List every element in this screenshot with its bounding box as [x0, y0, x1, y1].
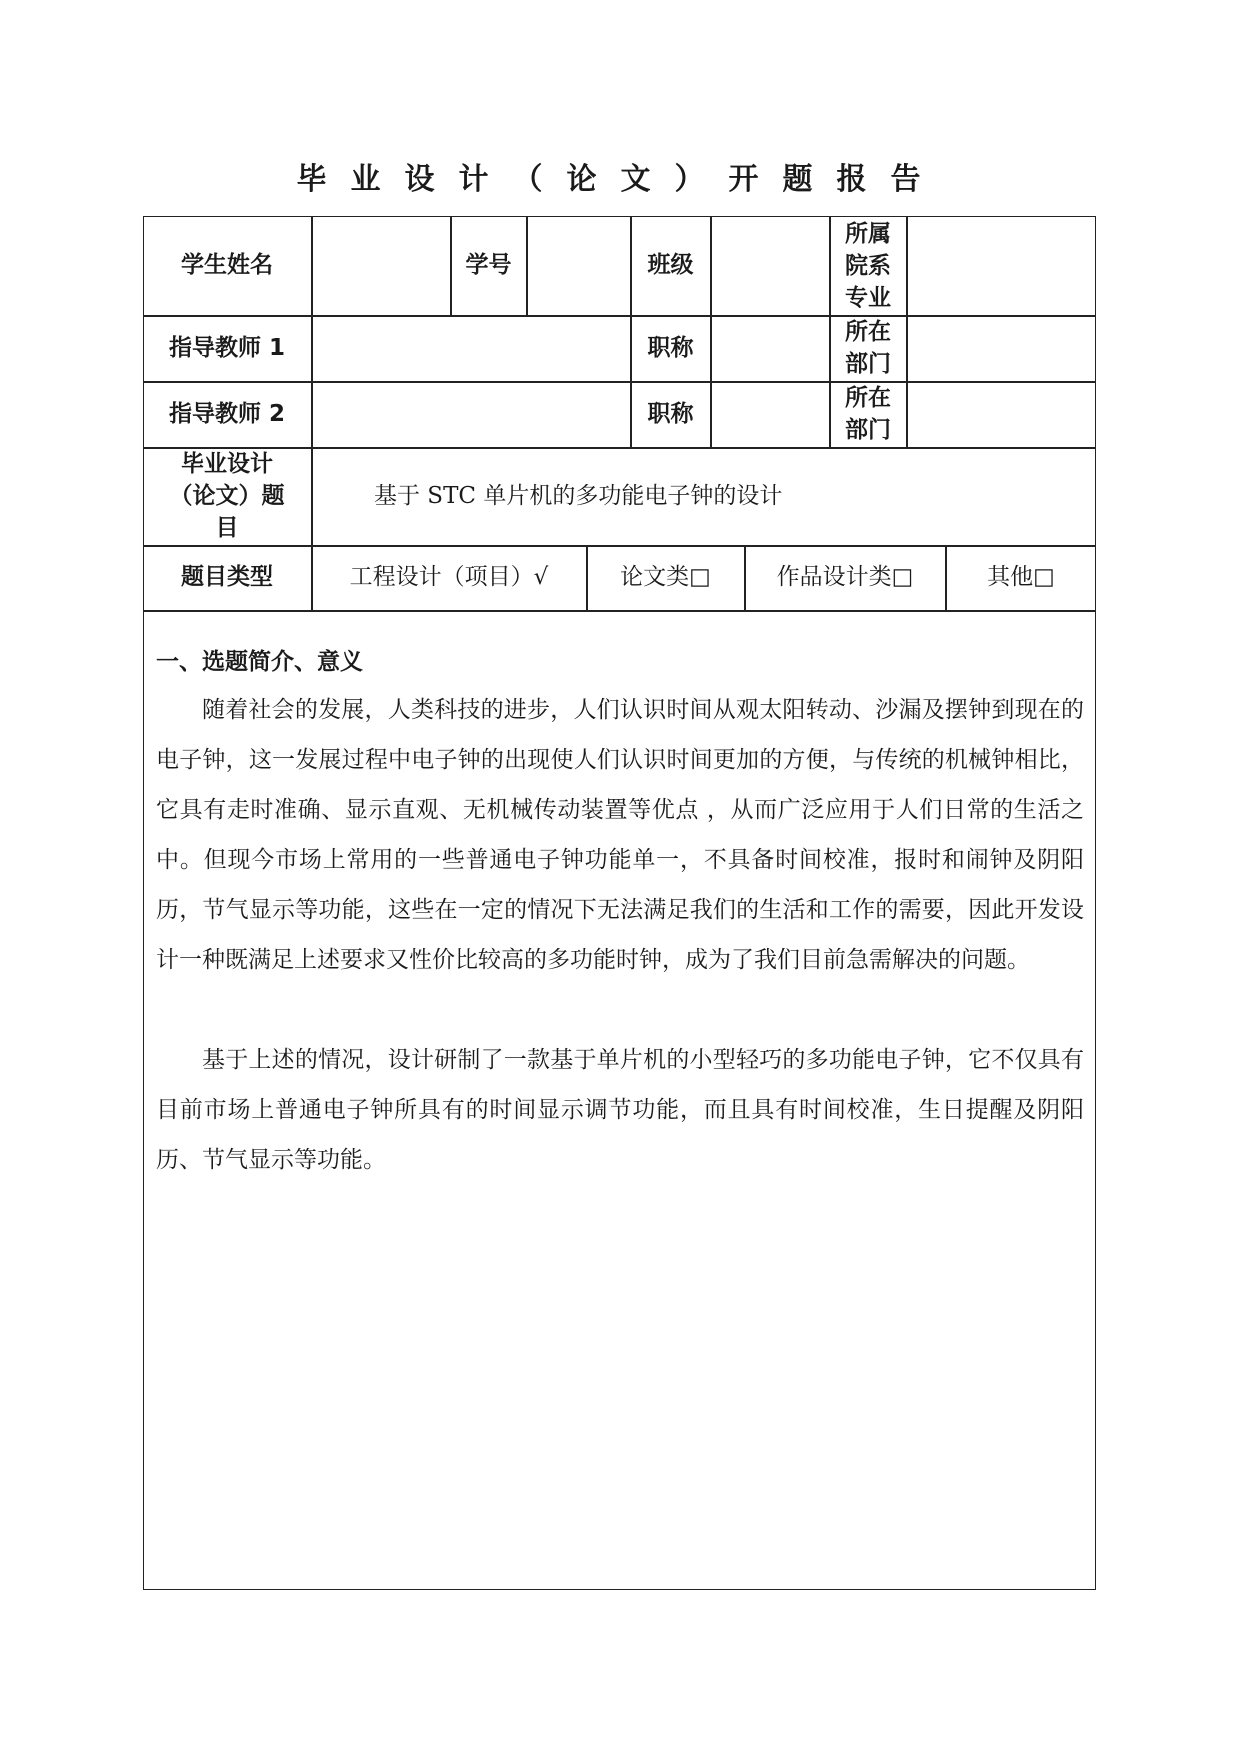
page-title: 毕业设计（论文）开题报告	[296, 162, 945, 197]
advisor-2-rank-label: 职称	[647, 400, 694, 427]
advisor-1-rank-field[interactable]	[711, 315, 829, 381]
student-id-label: 学号	[465, 252, 512, 278]
department-major-label	[830, 216, 906, 315]
topic-type-option-engineering[interactable]: 工程设计（项目）√	[349, 564, 549, 590]
student-id-field[interactable]	[527, 216, 630, 315]
body-paragraph: 基于上述的情况，设计研制了一款基于单片机的小型轻巧的多功能电子钟，它不仅具有目前市场上普通电子钟所具有的时间显示调节功能，而且具有时间校准，生日提醒及阴阳历、节气显示等功能。	[156, 1047, 1084, 1173]
class-field[interactable]	[711, 216, 829, 315]
thesis-topic-label-line: （论文）题	[169, 483, 285, 509]
advisor-1-department-label	[830, 315, 906, 381]
class-label: 班级	[647, 252, 694, 278]
advisor-2-label: 指导教师 2	[168, 400, 285, 427]
topic-type-option-thesis[interactable]: 论文类□	[620, 564, 711, 590]
advisor-2-department-field[interactable]	[907, 381, 1096, 447]
advisor-1-department-field[interactable]	[907, 315, 1096, 381]
department-major-label-line: 所属	[845, 220, 891, 247]
student-name-field[interactable]	[312, 216, 450, 315]
topic-type-option-other[interactable]: 其他□	[987, 564, 1055, 590]
advisor-2-department-label	[830, 381, 906, 447]
advisor-1-department-label-line: 部门	[845, 351, 891, 377]
advisor-1-department-label-line: 所在	[845, 319, 891, 345]
advisor-1-field[interactable]	[312, 315, 630, 381]
thesis-topic-label-line: 目	[215, 515, 239, 541]
advisor-2-rank-field[interactable]	[711, 381, 829, 447]
body-paragraph: 随着社会的发展，人类科技的进步，人们认识时间从观太阳转动、沙漏及摆钟到现在的电子钟，这一发展过程中电子钟的出现使人们认识时间更加的方便，与传统的机械钟相比，它具有走时准确、显示直观、无机械传动装置等优点 ，从而广泛应用于人们日常的生活之中。但现今市场上常用的一些普通电子钟功能单一，不具备时间校准，报时和闹钟及阴阳历，节气显示等功能，这些在一定的情况下无法满足我们的生活和工作的需要，因此开发设计一种既满足上述要求又性价比较高的多功能时钟，成为了我们目前急需解决的问题。	[156, 697, 1084, 973]
advisor-2-department-label-line: 所在	[845, 385, 891, 411]
advisor-1-rank-label: 职称	[647, 334, 694, 361]
row-divider	[143, 610, 1096, 612]
advisor-2-department-label-line: 部门	[845, 417, 891, 443]
topic-type-option-product-design[interactable]: 作品设计类□	[776, 564, 914, 590]
thesis-topic-label	[143, 447, 311, 545]
department-major-field[interactable]	[907, 216, 1096, 315]
section-heading: 一、选题简介、意义	[156, 649, 363, 675]
advisor-2-field[interactable]	[312, 381, 630, 447]
thesis-topic-label-line: 毕业设计	[181, 451, 273, 477]
department-major-label-line: 院系	[845, 252, 891, 279]
thesis-topic-field[interactable]: 基于 STC 单片机的多功能电子钟的设计	[374, 482, 783, 509]
student-name-label: 学生姓名	[181, 252, 273, 278]
advisor-1-label: 指导教师 1	[168, 334, 285, 361]
department-major-label-line: 专业	[845, 284, 891, 311]
topic-type-label: 题目类型	[181, 564, 273, 590]
